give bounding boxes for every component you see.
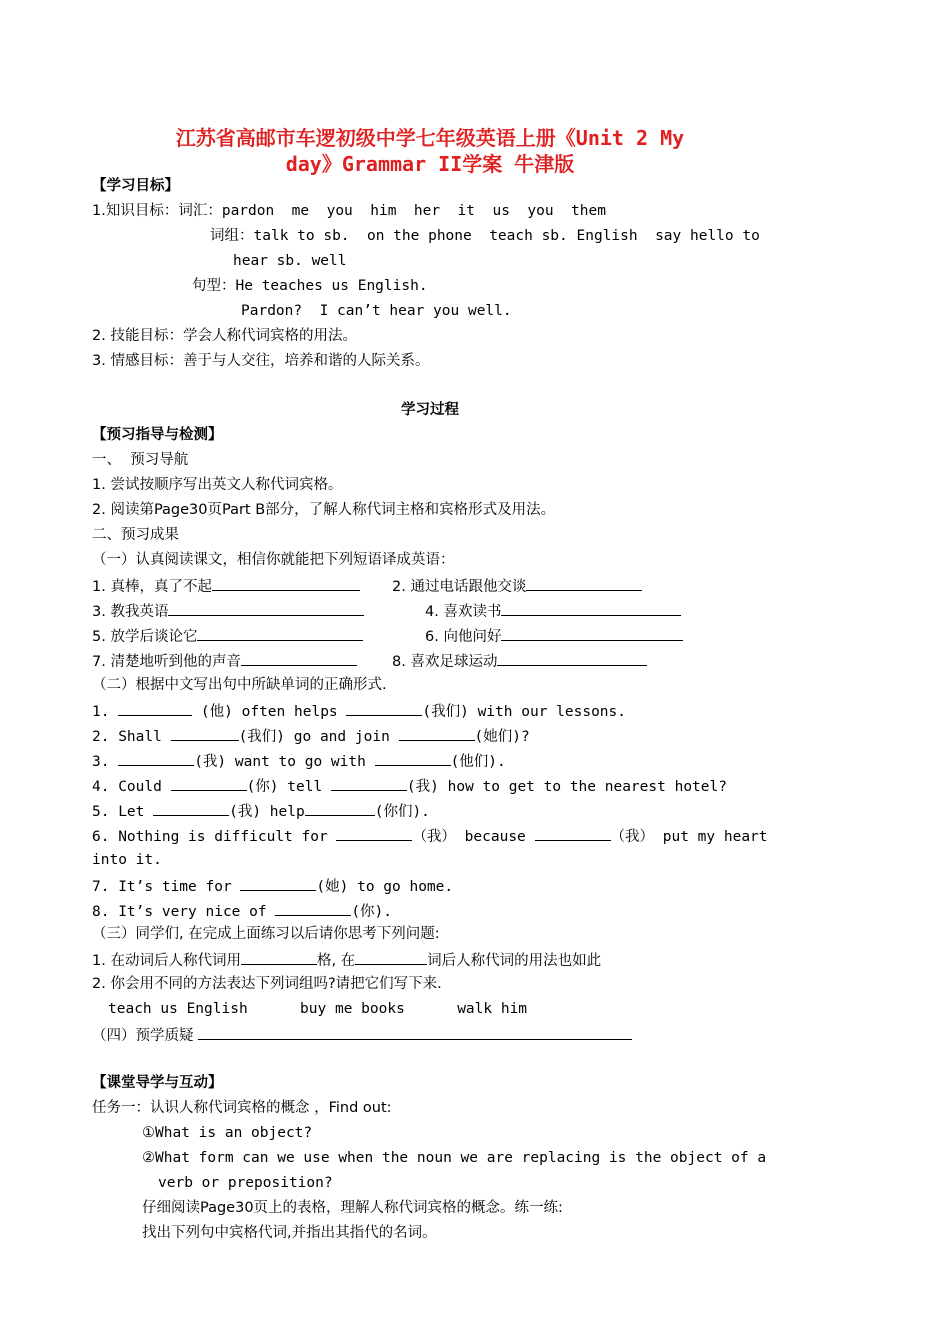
translate-item-4: 4. 喜欢读书 [425,600,681,622]
answer-blank[interactable] [346,700,422,716]
translate-item-7: 7. 清楚地听到他的声音 [92,650,357,672]
preview-results: 二、预习成果 [92,527,179,543]
answer-blank[interactable] [197,625,363,641]
sentence-row-1 [192,276,428,296]
think-question-1: 1. 在动词后人称代词用 格, 在 词后人称代词的用法也如此 [92,949,601,971]
sentence-label: 句型： [192,278,236,294]
translate-item-6: 6. 向他问好 [425,625,683,647]
think-question-2: 2. 你会用不同的方法表达下列词组吗?请把它们写下来. [92,976,442,992]
translate-item-3: 3. 教我英语 [92,600,364,622]
answer-blank[interactable] [153,800,229,816]
answer-blank[interactable] [171,775,247,791]
answer-blank[interactable] [275,900,351,916]
vocabulary-list: pardon me you him her it us you them [221,203,606,219]
answer-blank[interactable] [336,825,412,841]
task-1-question-2: ②What form can we use when the noun we are replacing is the object of a [142,1150,767,1166]
phrase-examples: teach us English buy me books walk him [108,1001,528,1017]
answer-blank[interactable] [171,725,239,741]
answer-blank[interactable] [241,949,317,965]
sentence-2: Pardon? I can’t hear you well. [241,303,512,319]
classroom-heading: 【课堂导学与互动】 [92,1075,223,1091]
sentence-1: He teaches us English. [235,278,428,294]
translate-item-2: 2. 通过电话跟他交谈 [392,575,642,597]
fill-sentence-8: 8. It’s very nice of (你). [92,900,392,922]
find-instruction: 找出下列句中宾格代词,并指出其指代的名词。 [142,1225,437,1241]
fill-sentence-6-continued: into it. [92,852,162,868]
fill-sentence-1: 1. (他) often helps (我们) with our lessons. [92,700,626,722]
phrases-list-2: hear sb. well [233,253,347,269]
task-1-question-1: ①What is an object? [142,1125,313,1141]
preview-heading: 【预习指导与检测】 [92,427,223,443]
reading-instruction: 仔细阅读Page30页上的表格，理解人称代词宾格的概念。练一练: [142,1200,563,1216]
answer-blank[interactable] [241,650,357,666]
fill-sentence-7: 7. It’s time for (她) to go home. [92,875,453,897]
part-4-title: （四）预学质疑 [92,1028,194,1044]
answer-blank[interactable] [305,800,375,816]
answer-blank[interactable] [331,775,407,791]
translate-item-5: 5. 放学后谈论它 [92,625,363,647]
document-title-line-2: day》Grammar II学案 牛津版 [285,152,575,176]
phrases-row-1 [210,226,760,246]
answer-blank[interactable] [212,575,360,591]
answer-blank[interactable] [501,600,681,616]
answer-blank[interactable] [399,725,475,741]
part-2-title: （二）根据中文写出句中所缺单词的正确形式. [92,677,387,693]
answer-blank[interactable] [375,750,451,766]
answer-blank[interactable] [355,949,427,965]
translate-item-1: 1. 真棒，真了不起 [92,575,360,597]
knowledge-objective [92,201,606,221]
fill-sentence-5: 5. Let (我) help (你们). [92,800,430,822]
translate-item-8: 8. 喜欢足球运动 [392,650,647,672]
answer-blank[interactable] [497,650,647,666]
answer-blank[interactable] [118,700,192,716]
part-1-title: （一）认真阅读课文，相信你就能把下列短语译成英语： [92,552,455,568]
fill-sentence-6: 6. Nothing is difficult for （我） because （我） put my heart [92,825,768,847]
fill-sentence-3: 3. (我) want to go with (他们). [92,750,506,772]
fill-sentence-4: 4. Could (你) tell (我) how to get to the nearest hotel? [92,775,727,797]
knowledge-label: 1.知识目标：词汇： [92,203,222,219]
task-1-question-2-continued: verb or preposition? [158,1175,333,1191]
answer-blank[interactable] [240,875,316,891]
part-3-title: （三）同学们, 在完成上面练习以后请你思考下列问题: [92,926,440,942]
navigation-item-2: 2. 阅读第Page30页Part B部分，了解人称代词主格和宾格形式及用法。 [92,502,556,518]
answer-blank[interactable] [168,600,364,616]
fill-sentence-2: 2. Shall (我们) go and join (她们)? [92,725,530,747]
navigation-item-1: 1. 尝试按顺序写出英文人称代词宾格。 [92,477,343,493]
answer-blank[interactable] [118,750,194,766]
answer-blank[interactable] [501,625,683,641]
part-4-row [92,1024,632,1046]
objectives-heading: 【学习目标】 [92,178,179,194]
task-1: 任务一：认识人称代词宾格的概念 ，Find out: [92,1100,392,1116]
skill-objective: 2. 技能目标：学会人称代词宾格的用法。 [92,328,357,344]
document-title-line-1: 江苏省高邮市车逻初级中学七年级英语上册《Unit 2 My [175,126,685,150]
question-blank[interactable] [198,1024,632,1040]
answer-blank[interactable] [535,825,611,841]
phrase-label: 词组： [210,228,254,244]
answer-blank[interactable] [526,575,642,591]
preview-navigation: 一、 预习导航 [92,452,189,468]
phrases-list-1: talk to sb. on the phone teach sb. English say hello to [253,228,760,244]
process-heading: 学习过程 [401,402,459,418]
emotion-objective: 3. 情感目标：善于与人交往，培养和谐的人际关系。 [92,353,430,369]
